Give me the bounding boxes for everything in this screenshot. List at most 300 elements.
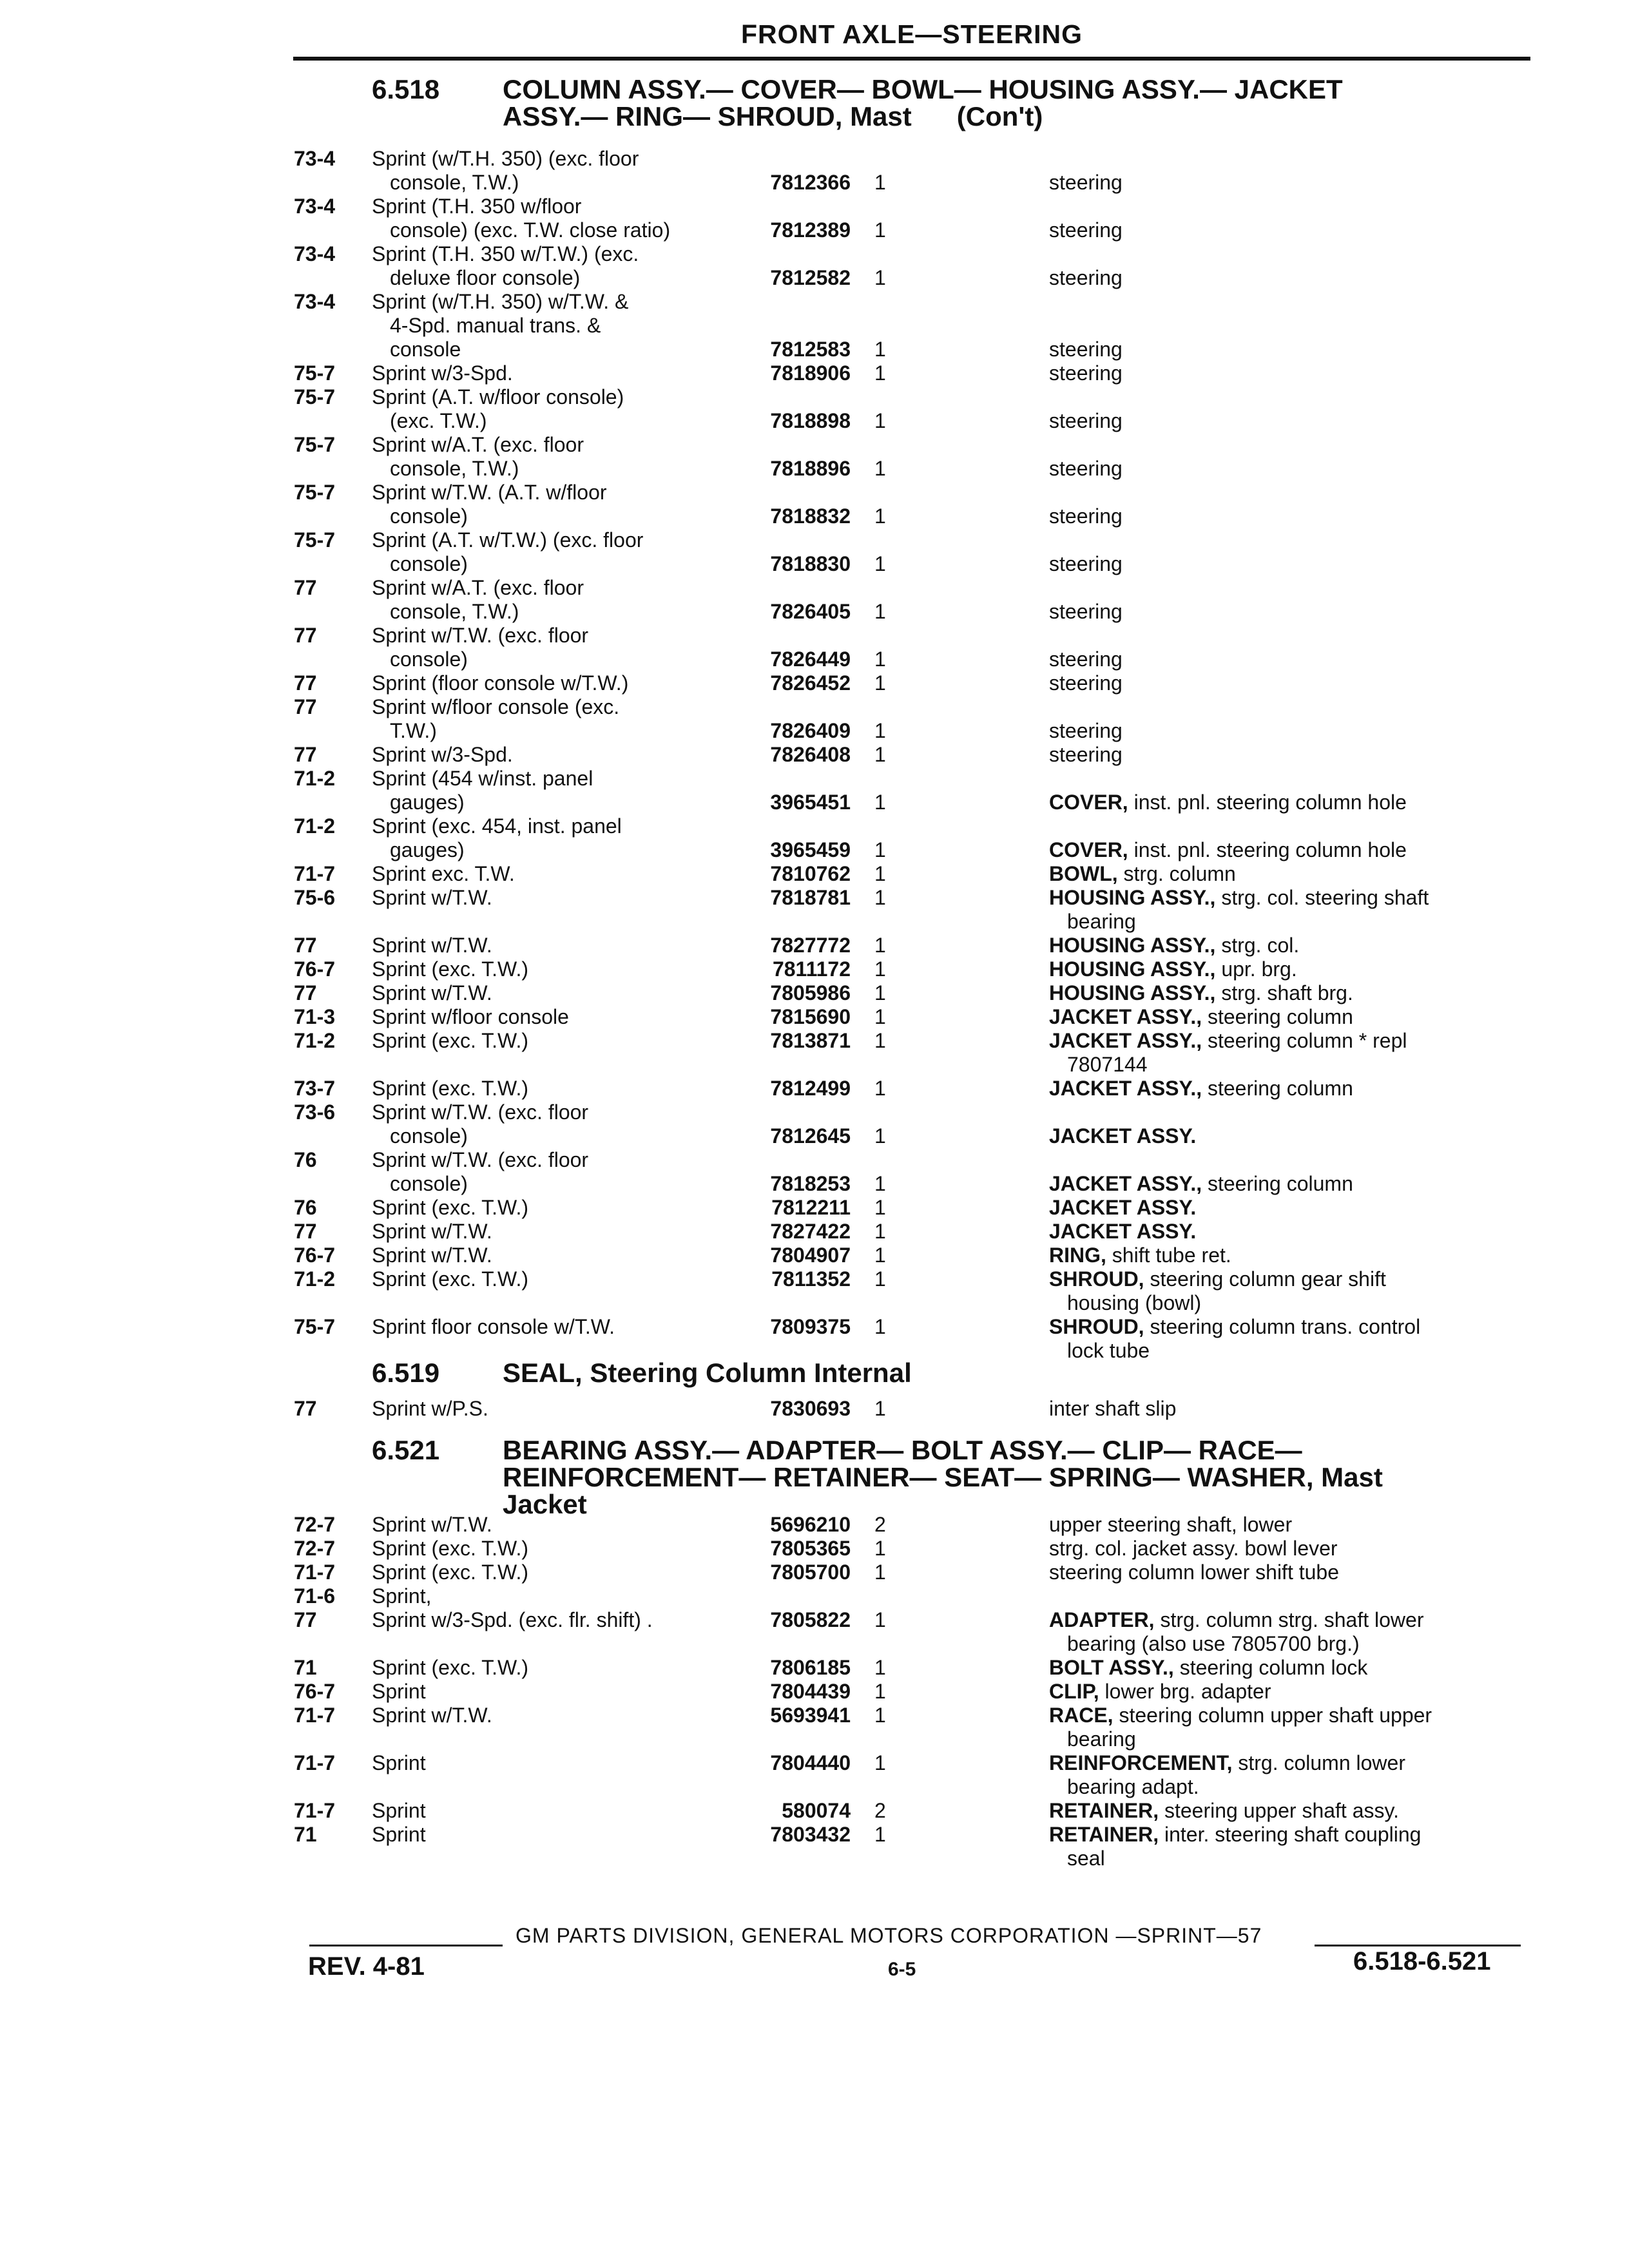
part-number: 7805986 xyxy=(770,981,851,1004)
part-name-text: inst. pnl. steering column hole xyxy=(1128,838,1407,861)
quantity: 1 xyxy=(874,862,886,885)
part-name xyxy=(1049,1513,1523,1537)
parts-row xyxy=(0,1799,1629,1823)
description-line: Sprint w/T.W. xyxy=(372,1244,492,1267)
parts-row xyxy=(0,195,1629,242)
part-number: 7812499 xyxy=(770,1077,851,1100)
parts-row xyxy=(0,743,1629,767)
part-name xyxy=(1049,266,1523,290)
quantity: 1 xyxy=(874,266,886,289)
section-heading xyxy=(0,1360,1629,1387)
part-name xyxy=(1049,1077,1523,1100)
description-line: console, T.W.) xyxy=(390,171,519,194)
part-name-keyword: JACKET ASSY. xyxy=(1049,1196,1197,1219)
application-code: 77 xyxy=(294,934,317,957)
part-number: 7803432 xyxy=(770,1823,851,1846)
part-name xyxy=(1049,1751,1523,1799)
part-name-line xyxy=(1049,1077,1523,1100)
part-name xyxy=(1049,1267,1523,1315)
parts-row xyxy=(0,576,1629,624)
part-name-text: steering xyxy=(1049,266,1123,289)
section-number: 6.521 xyxy=(372,1435,440,1465)
model-description xyxy=(372,290,720,361)
parts-row xyxy=(0,981,1629,1005)
description-line: console) xyxy=(390,505,468,528)
section-title-line: REINFORCEMENT— RETAINER— SEAT— SPRING— WASHER, Mast xyxy=(503,1462,1383,1492)
section-range: 6.518-6.521 xyxy=(1353,1947,1491,1975)
part-name-line xyxy=(1049,409,1523,433)
application-code: 73-4 xyxy=(294,242,336,265)
model-description xyxy=(372,433,720,481)
parts-row xyxy=(0,1220,1629,1244)
application-code: 71-2 xyxy=(294,1267,336,1291)
application-code: 71-7 xyxy=(294,862,336,885)
description-line: Sprint w/T.W. xyxy=(372,1704,492,1727)
description-line: Sprint w/T.W. (exc. floor xyxy=(372,1148,589,1171)
quantity: 1 xyxy=(874,719,886,742)
application-code: 71-2 xyxy=(294,1029,336,1052)
part-name xyxy=(1049,361,1523,385)
part-name-keyword: COVER, xyxy=(1049,838,1128,861)
application-code: 71-6 xyxy=(294,1584,336,1608)
part-name xyxy=(1049,1029,1523,1077)
section-title-line: COLUMN ASSY.— COVER— BOWL— HOUSING ASSY.— JACKET xyxy=(503,74,1343,104)
part-name-text: strg. col. jacket assy. bowl lever xyxy=(1049,1537,1338,1560)
quantity: 1 xyxy=(874,1823,886,1846)
application-code: 71-2 xyxy=(294,767,336,790)
part-number: 7830693 xyxy=(770,1397,851,1420)
part-name-text: steering column xyxy=(1202,1077,1353,1100)
description-line: Sprint, xyxy=(372,1584,432,1608)
quantity: 1 xyxy=(874,1029,886,1052)
part-number: 7827422 xyxy=(770,1220,851,1243)
part-number: 7811172 xyxy=(772,957,851,981)
part-name-text: steering column lower shift tube xyxy=(1049,1561,1339,1584)
part-name-text: steering xyxy=(1049,218,1123,242)
part-name-text: steering column xyxy=(1202,1172,1353,1195)
part-name-line xyxy=(1049,1751,1523,1775)
model-description xyxy=(372,624,720,671)
model-description xyxy=(372,814,720,862)
quantity: 1 xyxy=(874,1656,886,1679)
part-number: 3965459 xyxy=(770,838,851,861)
application-code: 77 xyxy=(294,624,317,647)
description-line: console) xyxy=(390,552,468,575)
part-name-text: bearing xyxy=(1067,910,1136,933)
part-name-line xyxy=(1049,910,1523,934)
part-name-keyword: COVER, xyxy=(1049,791,1128,814)
model-description xyxy=(372,1799,720,1823)
part-name-line xyxy=(1049,1397,1523,1421)
part-name-line xyxy=(1049,1267,1523,1291)
parts-row xyxy=(0,1823,1629,1870)
part-number: 7809375 xyxy=(770,1315,851,1338)
part-name-line xyxy=(1049,1220,1523,1244)
model-description xyxy=(372,361,720,385)
model-description xyxy=(372,481,720,528)
model-description xyxy=(372,1196,720,1220)
part-name-line xyxy=(1049,934,1523,957)
part-name xyxy=(1049,981,1523,1005)
description-line: Sprint w/T.W. xyxy=(372,934,492,957)
part-name-line xyxy=(1049,1704,1523,1727)
parts-row xyxy=(0,1029,1629,1077)
part-name-text: bearing (also use 7805700 brg.) xyxy=(1067,1632,1360,1655)
quantity: 1 xyxy=(874,743,886,766)
quantity: 1 xyxy=(874,1704,886,1727)
part-name-line xyxy=(1049,1005,1523,1029)
application-code: 77 xyxy=(294,981,317,1004)
quantity: 1 xyxy=(874,600,886,623)
application-code: 71-7 xyxy=(294,1751,336,1774)
part-name-text: 7807144 xyxy=(1067,1053,1148,1076)
part-name xyxy=(1049,1244,1523,1267)
description-line: Sprint (exc. T.W.) xyxy=(372,1077,529,1100)
description-line: Sprint xyxy=(372,1680,426,1703)
quantity: 1 xyxy=(874,1077,886,1100)
part-name-text: seal xyxy=(1067,1847,1105,1870)
part-number: 7826452 xyxy=(770,671,851,695)
description-line: Sprint w/T.W. (exc. floor xyxy=(372,1100,589,1124)
part-number: 7813871 xyxy=(770,1029,851,1052)
part-name-keyword: JACKET ASSY. xyxy=(1049,1220,1197,1243)
description-line: console) (exc. T.W. close ratio) xyxy=(390,218,671,242)
part-name-text: steering xyxy=(1049,409,1123,432)
application-code: 72-7 xyxy=(294,1537,336,1560)
parts-row xyxy=(0,290,1629,361)
part-name-keyword: RETAINER, xyxy=(1049,1823,1159,1846)
part-name-line xyxy=(1049,1632,1523,1656)
parts-row xyxy=(0,1315,1629,1363)
part-name-line xyxy=(1049,791,1523,814)
part-name-line xyxy=(1049,171,1523,195)
part-name-keyword: JACKET ASSY., xyxy=(1049,1172,1202,1195)
application-code: 73-6 xyxy=(294,1100,336,1124)
parts-row xyxy=(0,1584,1629,1608)
part-name-text: strg. column xyxy=(1117,862,1236,885)
application-code: 71 xyxy=(294,1656,317,1679)
model-description xyxy=(372,1584,720,1608)
footer-rule-left xyxy=(309,1945,503,1946)
part-name xyxy=(1049,409,1523,433)
application-code: 73-7 xyxy=(294,1077,336,1100)
part-name-line xyxy=(1049,1172,1523,1196)
parts-row xyxy=(0,1751,1629,1799)
part-name-text: steering xyxy=(1049,457,1123,480)
model-description xyxy=(372,886,720,910)
part-name-line xyxy=(1049,1315,1523,1339)
part-number: 7812645 xyxy=(770,1124,851,1148)
part-name-line xyxy=(1049,838,1523,862)
description-line: Sprint w/T.W. xyxy=(372,1220,492,1243)
part-name-line xyxy=(1049,218,1523,242)
part-name xyxy=(1049,1823,1523,1870)
part-name xyxy=(1049,671,1523,695)
part-number: 7812582 xyxy=(770,266,851,289)
part-name-keyword: JACKET ASSY., xyxy=(1049,1029,1202,1052)
parts-row xyxy=(0,1196,1629,1220)
quantity: 1 xyxy=(874,934,886,957)
part-name-line xyxy=(1049,1775,1523,1799)
application-code: 75-7 xyxy=(294,433,336,456)
model-description xyxy=(372,743,720,767)
description-line: Sprint (w/T.H. 350) (exc. floor xyxy=(372,147,639,170)
parts-row xyxy=(0,385,1629,433)
description-line: Sprint w/3-Spd. xyxy=(372,743,513,766)
application-code: 71-7 xyxy=(294,1704,336,1727)
quantity: 1 xyxy=(874,1244,886,1267)
description-line: Sprint (w/T.H. 350) w/T.W. & xyxy=(372,290,629,313)
part-name-text: steering xyxy=(1049,719,1123,742)
description-line: Sprint (exc. T.W.) xyxy=(372,1267,529,1291)
model-description xyxy=(372,695,720,743)
part-number: 7812583 xyxy=(770,338,851,361)
parts-row xyxy=(0,1537,1629,1561)
part-name xyxy=(1049,719,1523,743)
part-number: 7815690 xyxy=(770,1005,851,1028)
parts-row xyxy=(0,767,1629,814)
part-name xyxy=(1049,1561,1523,1584)
quantity: 1 xyxy=(874,1315,886,1338)
model-description xyxy=(372,957,720,981)
part-name-line xyxy=(1049,1847,1523,1870)
quantity: 1 xyxy=(874,671,886,695)
part-name-line xyxy=(1049,1244,1523,1267)
parts-row xyxy=(0,1704,1629,1751)
model-description xyxy=(372,1751,720,1775)
part-name xyxy=(1049,1704,1523,1751)
description-line: console, T.W.) xyxy=(390,600,519,623)
description-line: Sprint (exc. T.W.) xyxy=(372,1196,529,1219)
description-line: Sprint w/P.S. xyxy=(372,1397,488,1420)
part-name xyxy=(1049,338,1523,361)
application-code: 73-4 xyxy=(294,290,336,313)
part-name xyxy=(1049,552,1523,576)
application-code: 77 xyxy=(294,1608,317,1631)
part-number: 7826409 xyxy=(770,719,851,742)
part-name xyxy=(1049,1680,1523,1704)
part-name xyxy=(1049,1315,1523,1363)
header-rule xyxy=(293,57,1530,61)
application-code: 77 xyxy=(294,1220,317,1243)
part-name-line xyxy=(1049,552,1523,576)
part-name-keyword: ADAPTER, xyxy=(1049,1608,1155,1631)
part-name-keyword: CLIP, xyxy=(1049,1680,1099,1703)
description-line: console, T.W.) xyxy=(390,457,519,480)
quantity: 1 xyxy=(874,1751,886,1774)
quantity: 1 xyxy=(874,171,886,194)
part-name-text: steering xyxy=(1049,361,1123,385)
part-name-keyword: HOUSING ASSY., xyxy=(1049,886,1216,909)
part-name xyxy=(1049,1172,1523,1196)
parts-row xyxy=(0,1077,1629,1100)
model-description xyxy=(372,862,720,886)
parts-row xyxy=(0,481,1629,528)
part-name xyxy=(1049,1220,1523,1244)
quantity: 1 xyxy=(874,1608,886,1631)
part-name xyxy=(1049,1608,1523,1656)
part-number: 7827772 xyxy=(770,934,851,957)
application-code: 77 xyxy=(294,695,317,718)
quantity: 1 xyxy=(874,1196,886,1219)
description-line: T.W.) xyxy=(390,719,437,742)
part-number: 5696210 xyxy=(770,1513,851,1536)
part-name-text: lower brg. adapter xyxy=(1099,1680,1271,1703)
model-description xyxy=(372,195,720,242)
part-number: 7826408 xyxy=(770,743,851,766)
quantity: 1 xyxy=(874,361,886,385)
revision-label: REV. 4-81 xyxy=(308,1952,425,1981)
part-name-text: strg. shaft brg. xyxy=(1215,981,1353,1004)
part-number: 7805700 xyxy=(770,1561,851,1584)
part-name-text: upper steering shaft, lower xyxy=(1049,1513,1293,1536)
part-name-text: shift tube ret. xyxy=(1106,1244,1231,1267)
part-number: 7818898 xyxy=(770,409,851,432)
model-description xyxy=(372,1397,720,1421)
description-line: Sprint (A.T. w/T.W.) (exc. floor xyxy=(372,528,644,552)
model-description xyxy=(372,1220,720,1244)
part-number: 7806185 xyxy=(770,1656,851,1679)
application-code: 76 xyxy=(294,1196,317,1219)
parts-row xyxy=(0,624,1629,671)
part-name-text: steering column upper shaft upper xyxy=(1113,1704,1432,1727)
parts-row xyxy=(0,1680,1629,1704)
parts-row xyxy=(0,886,1629,934)
part-name xyxy=(1049,171,1523,195)
part-name-keyword: REINFORCEMENT, xyxy=(1049,1751,1233,1774)
part-name-keyword: HOUSING ASSY., xyxy=(1049,957,1216,981)
parts-row xyxy=(0,934,1629,957)
part-name-text: inst. pnl. steering column hole xyxy=(1128,791,1407,814)
description-line: Sprint exc. T.W. xyxy=(372,862,515,885)
part-name xyxy=(1049,648,1523,671)
model-description xyxy=(372,1823,720,1847)
application-code: 71-7 xyxy=(294,1561,336,1584)
part-number: 580074 xyxy=(782,1799,851,1822)
model-description xyxy=(372,1608,720,1632)
quantity: 1 xyxy=(874,1124,886,1148)
model-description xyxy=(372,1267,720,1291)
section-title-line: SEAL, Steering Column Internal xyxy=(503,1358,912,1388)
part-number: 7811352 xyxy=(771,1267,851,1291)
part-name-line xyxy=(1049,1053,1523,1077)
part-name xyxy=(1049,934,1523,957)
model-description xyxy=(372,1680,720,1704)
part-name-text: strg. column strg. shaft lower xyxy=(1154,1608,1424,1631)
parts-row xyxy=(0,695,1629,743)
model-description xyxy=(372,528,720,576)
description-line: console) xyxy=(390,1124,468,1148)
quantity: 1 xyxy=(874,1220,886,1243)
description-line: Sprint (T.H. 350 w/T.W.) (exc. xyxy=(372,242,639,265)
part-name-line xyxy=(1049,671,1523,695)
application-code: 75-7 xyxy=(294,1315,336,1338)
footer-rule-right xyxy=(1315,1945,1521,1946)
part-name-keyword: RACE, xyxy=(1049,1704,1113,1727)
part-name xyxy=(1049,957,1523,981)
part-name-text: steering xyxy=(1049,743,1123,766)
part-name-line xyxy=(1049,338,1523,361)
part-name-line xyxy=(1049,1196,1523,1220)
parts-row xyxy=(0,1148,1629,1196)
part-name-keyword: HOUSING ASSY., xyxy=(1049,934,1216,957)
description-line: Sprint w/T.W. xyxy=(372,981,492,1004)
part-number: 3965451 xyxy=(770,791,851,814)
parts-row xyxy=(0,242,1629,290)
application-code: 75-7 xyxy=(294,361,336,385)
quantity: 1 xyxy=(874,791,886,814)
parts-row xyxy=(0,814,1629,862)
part-name-keyword: SHROUD, xyxy=(1049,1267,1144,1291)
part-number: 7804439 xyxy=(770,1680,851,1703)
quantity: 1 xyxy=(874,457,886,480)
part-name-keyword: JACKET ASSY., xyxy=(1049,1005,1202,1028)
section-number: 6.519 xyxy=(372,1358,440,1388)
model-description xyxy=(372,671,720,695)
description-line: Sprint (exc. T.W.) xyxy=(372,1029,529,1052)
part-name-text: steering xyxy=(1049,505,1123,528)
description-line: Sprint w/floor console xyxy=(372,1005,569,1028)
quantity: 1 xyxy=(874,1397,886,1420)
quantity: 1 xyxy=(874,981,886,1004)
description-line: Sprint w/3-Spd. (exc. flr. shift) . xyxy=(372,1608,653,1631)
model-description xyxy=(372,767,720,814)
description-line: Sprint (A.T. w/floor console) xyxy=(372,385,624,408)
parts-row xyxy=(0,528,1629,576)
part-name-text: lock tube xyxy=(1067,1339,1150,1362)
part-name-text: upr. brg. xyxy=(1215,957,1297,981)
quantity: 1 xyxy=(874,886,886,909)
part-name xyxy=(1049,218,1523,242)
quantity: 1 xyxy=(874,409,886,432)
parts-row xyxy=(0,862,1629,886)
part-name-text: strg. col. xyxy=(1215,934,1300,957)
parts-row xyxy=(0,957,1629,981)
part-name-line xyxy=(1049,361,1523,385)
part-name-text: steering xyxy=(1049,648,1123,671)
model-description xyxy=(372,1315,720,1339)
application-code: 77 xyxy=(294,743,317,766)
description-line: Sprint w/T.W. xyxy=(372,1513,492,1536)
part-name-text: steering column xyxy=(1202,1005,1353,1028)
application-code: 71-3 xyxy=(294,1005,336,1028)
part-number: 7812366 xyxy=(770,171,851,194)
application-code: 73-4 xyxy=(294,147,336,170)
part-name-keyword: RETAINER, xyxy=(1049,1799,1159,1822)
description-line: deluxe floor console) xyxy=(390,266,581,289)
description-line: Sprint (exc. T.W.) xyxy=(372,1537,529,1560)
section-title-line: BEARING ASSY.— ADAPTER— BOLT ASSY.— CLIP— RACE— xyxy=(503,1435,1302,1465)
part-name-line xyxy=(1049,1680,1523,1704)
part-number: 7818253 xyxy=(770,1172,851,1195)
part-name xyxy=(1049,1196,1523,1220)
part-name-keyword: BOWL, xyxy=(1049,862,1118,885)
description-line: console) xyxy=(390,1172,468,1195)
quantity: 1 xyxy=(874,1267,886,1291)
model-description xyxy=(372,1513,720,1537)
description-line: Sprint (T.H. 350 w/floor xyxy=(372,195,582,218)
model-description xyxy=(372,934,720,957)
part-name-text: steering column gear shift xyxy=(1144,1267,1386,1291)
part-name-line xyxy=(1049,1727,1523,1751)
model-description xyxy=(372,385,720,433)
description-line: Sprint (floor console w/T.W.) xyxy=(372,671,629,695)
part-name-line xyxy=(1049,743,1523,767)
part-name xyxy=(1049,600,1523,624)
section-heading xyxy=(0,1437,1629,1518)
description-line: Sprint w/T.W. xyxy=(372,886,492,909)
parts-row xyxy=(0,361,1629,385)
